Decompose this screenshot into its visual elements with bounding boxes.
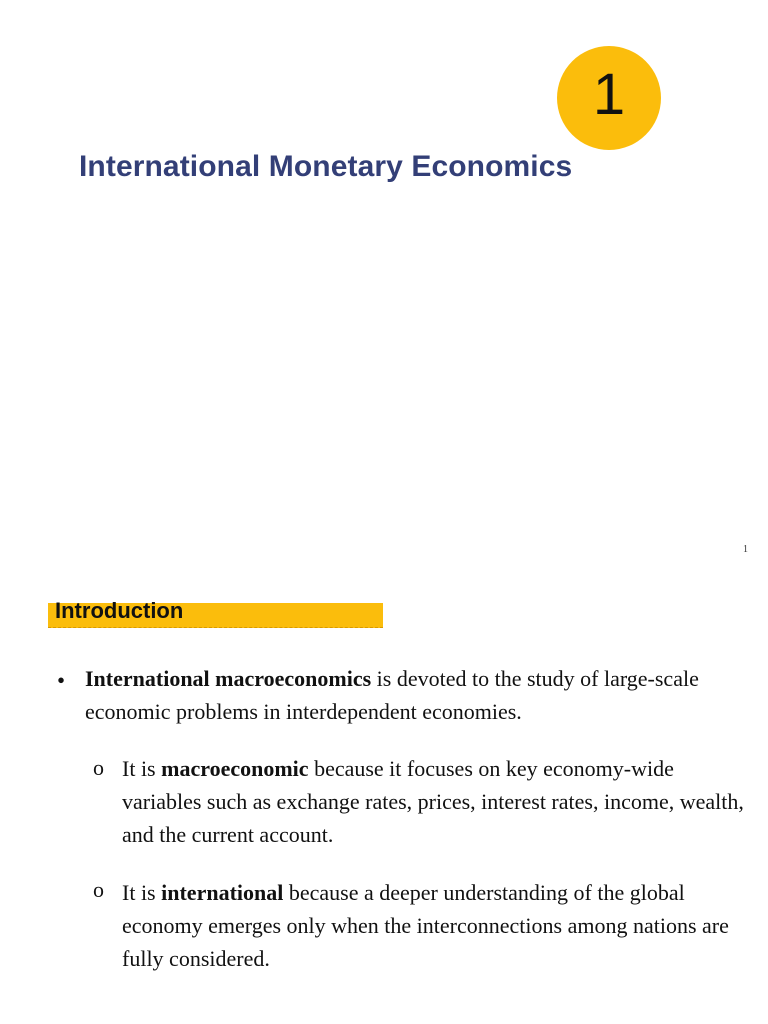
bullet-bold-term: International macroeconomics [85,666,372,691]
section-heading: Introduction [55,598,184,623]
sub-bullet-bold-term: international [161,880,284,905]
sub-bullet-text [122,876,752,975]
sub-bullet-marker: o [93,877,104,902]
sub-bullet-marker: o [93,755,104,780]
slide-title: International Monetary Economics [79,150,573,183]
bullet-marker: • [57,668,66,693]
sub-bullet-prefix: It is [122,756,162,781]
chapter-number: 1 [592,62,626,127]
page-number: 1 [743,544,748,555]
bullet-body: is devoted to the study of large-scale economic problems in interdependent economies. [85,666,699,724]
sub-bullet-bold-term: macroeconomic [161,756,309,781]
sub-bullet-prefix: It is [122,880,162,905]
sub-bullet-body: because a deeper understanding of the global economy emerges only when the interconnections among nations are fully considered. [122,880,729,971]
sub-bullet-body: because it focuses on key economy-wide variables such as exchange rates, prices, interest rates, income, wealth, and the current account. [122,756,744,847]
chapter-number-badge [557,46,661,150]
sub-bullet-text [122,752,752,851]
bullet-text [85,662,735,728]
